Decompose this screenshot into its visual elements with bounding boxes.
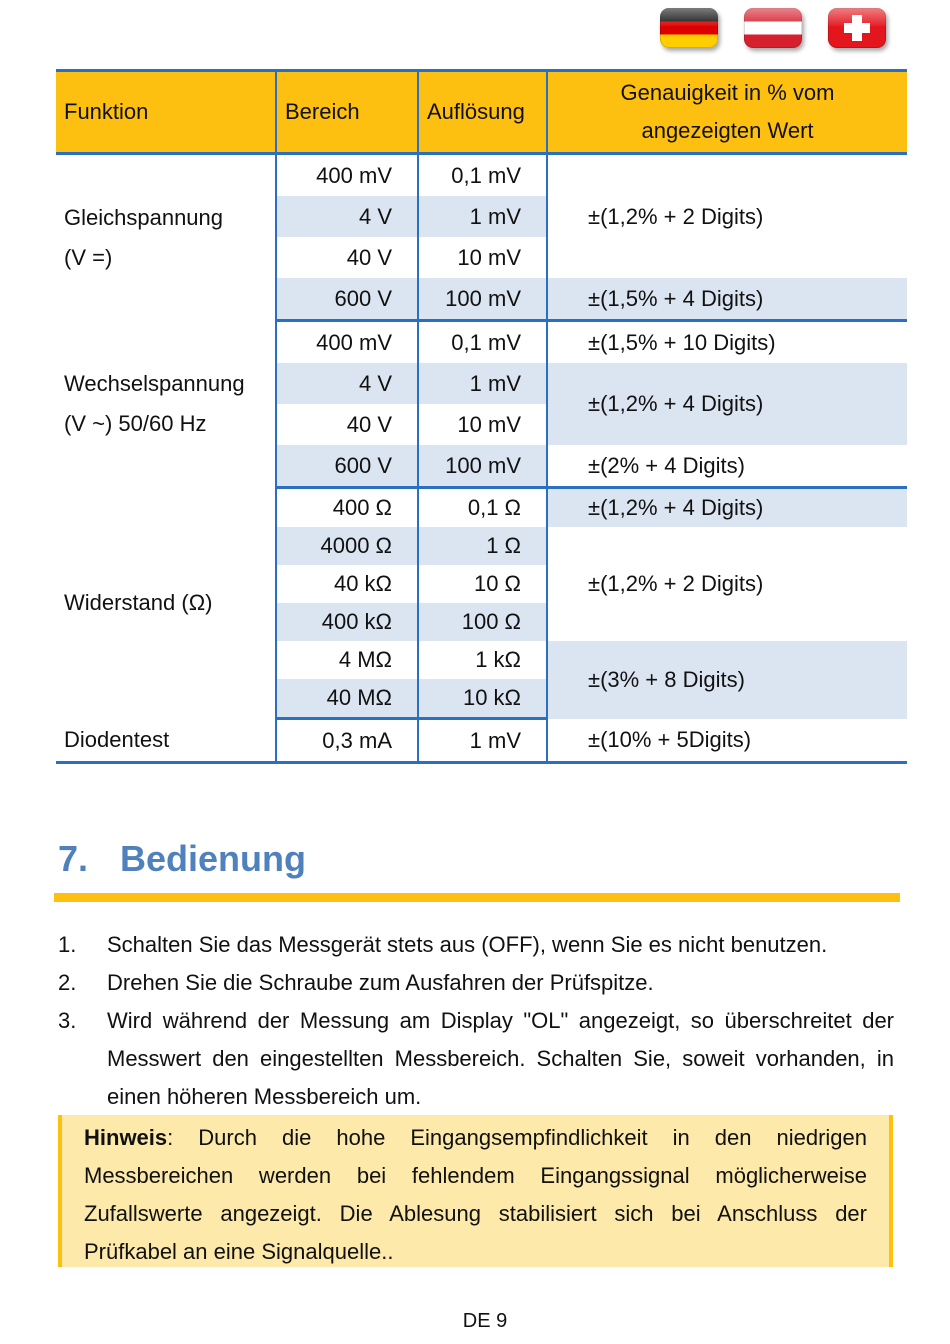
header-genauigkeit-line1: Genauigkeit in % vom <box>620 80 835 105</box>
table-row <box>56 321 907 364</box>
language-flags <box>660 8 886 48</box>
function-ac-line1: Wechselspannung <box>64 371 245 396</box>
resolution-cell: 1 Ω <box>418 527 547 565</box>
list-number: 3. <box>58 1008 77 1033</box>
list-item <box>58 1002 894 1116</box>
section-underline <box>54 893 900 902</box>
range-cell: 600 V <box>276 278 418 321</box>
range-cell: 0,3 mA <box>276 719 418 763</box>
list-text: Drehen Sie die Schraube zum Ausfahren der Prüfspitze. <box>107 970 654 995</box>
table-row <box>56 488 907 528</box>
range-cell: 400 mV <box>276 321 418 364</box>
page-number: DE 9 <box>462 1310 508 1332</box>
range-cell: 4000 Ω <box>276 527 418 565</box>
note-label: Hinweis <box>84 1125 168 1150</box>
resolution-cell: 10 Ω <box>418 565 547 603</box>
switzerland-flag-icon[interactable] <box>828 8 886 48</box>
function-dc-voltage <box>56 154 276 321</box>
note-box <box>58 1115 893 1267</box>
table-row <box>56 719 907 763</box>
table-row <box>56 154 907 197</box>
accuracy-cell: ±(1,2% + 2 Digits) <box>547 527 907 641</box>
function-resistance: Widerstand (Ω) <box>64 590 213 615</box>
header-genauigkeit-line2: angezeigten Wert <box>641 118 814 143</box>
resolution-cell: 0,1 mV <box>418 154 547 197</box>
range-cell: 600 V <box>276 445 418 488</box>
range-cell: 4 MΩ <box>276 641 418 679</box>
instruction-list <box>58 926 894 1116</box>
resolution-cell: 100 mV <box>418 445 547 488</box>
list-number: 1. <box>58 932 77 957</box>
table-header-row <box>56 71 907 154</box>
list-text: Schalten Sie das Messgerät stets aus (OFF), wenn Sie es nicht benutzen. <box>107 932 828 957</box>
range-cell: 40 MΩ <box>276 679 418 719</box>
function-ac-voltage <box>56 321 276 488</box>
resolution-cell: 0,1 mV <box>418 321 547 364</box>
germany-flag-icon[interactable] <box>660 8 718 48</box>
resolution-cell: 100 Ω <box>418 603 547 641</box>
accuracy-cell: ±(1,2% + 2 Digits) <box>547 154 907 279</box>
list-item <box>58 964 894 1002</box>
accuracy-cell: ±(3% + 8 Digits) <box>547 641 907 719</box>
austria-flag-icon[interactable] <box>744 8 802 48</box>
header-funktion: Funktion <box>56 71 276 154</box>
list-item <box>58 926 894 964</box>
resolution-cell: 1 kΩ <box>418 641 547 679</box>
range-cell: 40 V <box>276 237 418 278</box>
resolution-cell: 1 mV <box>418 196 547 237</box>
accuracy-cell: ±(1,5% + 4 Digits) <box>547 278 907 321</box>
header-bereich: Bereich <box>276 71 418 154</box>
range-cell: 40 kΩ <box>276 565 418 603</box>
range-cell: 4 V <box>276 363 418 404</box>
resolution-cell: 1 mV <box>418 719 547 763</box>
accuracy-cell: ±(1,2% + 4 Digits) <box>547 363 907 445</box>
header-aufloesung: Auflösung <box>418 71 547 154</box>
function-diode-test: Diodentest <box>56 719 276 763</box>
range-cell: 400 kΩ <box>276 603 418 641</box>
section-title: Bedienung <box>120 838 306 879</box>
range-cell: 40 V <box>276 404 418 445</box>
function-dc-line2: (V =) <box>64 244 113 270</box>
accuracy-cell: ±(1,5% + 10 Digits) <box>547 321 907 364</box>
accuracy-cell: ±(2% + 4 Digits) <box>547 445 907 488</box>
accuracy-cell: ±(1,2% + 4 Digits) <box>547 488 907 528</box>
section-heading <box>58 838 306 880</box>
list-text: Wird während der Messung am Display "OL" angezeigt, so überschreitet der Messwert den eingestellten Messbereich. Schalten Sie, soweit vorhanden, in einen höheren Messbereich um. <box>107 1008 894 1109</box>
header-genauigkeit <box>547 71 907 154</box>
specifications-table <box>56 69 907 764</box>
resolution-cell: 10 kΩ <box>418 679 547 719</box>
note-text: : Durch die hohe Eingangsempfindlichkeit in den niedrigen Messbereichen werden bei fehlendem Eingangssignal möglicherweise Zufallswerte angezeigt. Die Ablesung stabilisiert sich bei Anschluss der Prüfkabel an eine Signalquelle.. <box>84 1125 867 1264</box>
function-ac-line2: (V ~) 50/60 Hz <box>64 411 207 436</box>
section-number: 7. <box>58 838 89 879</box>
resolution-cell: 10 mV <box>418 404 547 445</box>
resolution-cell: 10 mV <box>418 237 547 278</box>
range-cell: 4 V <box>276 196 418 237</box>
resolution-cell: 100 mV <box>418 278 547 321</box>
function-dc-line1: Gleichspannung <box>64 204 224 230</box>
list-number: 2. <box>58 970 77 995</box>
range-cell: 400 mV <box>276 154 418 197</box>
accuracy-cell: ±(10% + 5Digits) <box>547 719 907 763</box>
resolution-cell: 1 mV <box>418 363 547 404</box>
resolution-cell: 0,1 Ω <box>418 488 547 528</box>
range-cell: 400 Ω <box>276 488 418 528</box>
